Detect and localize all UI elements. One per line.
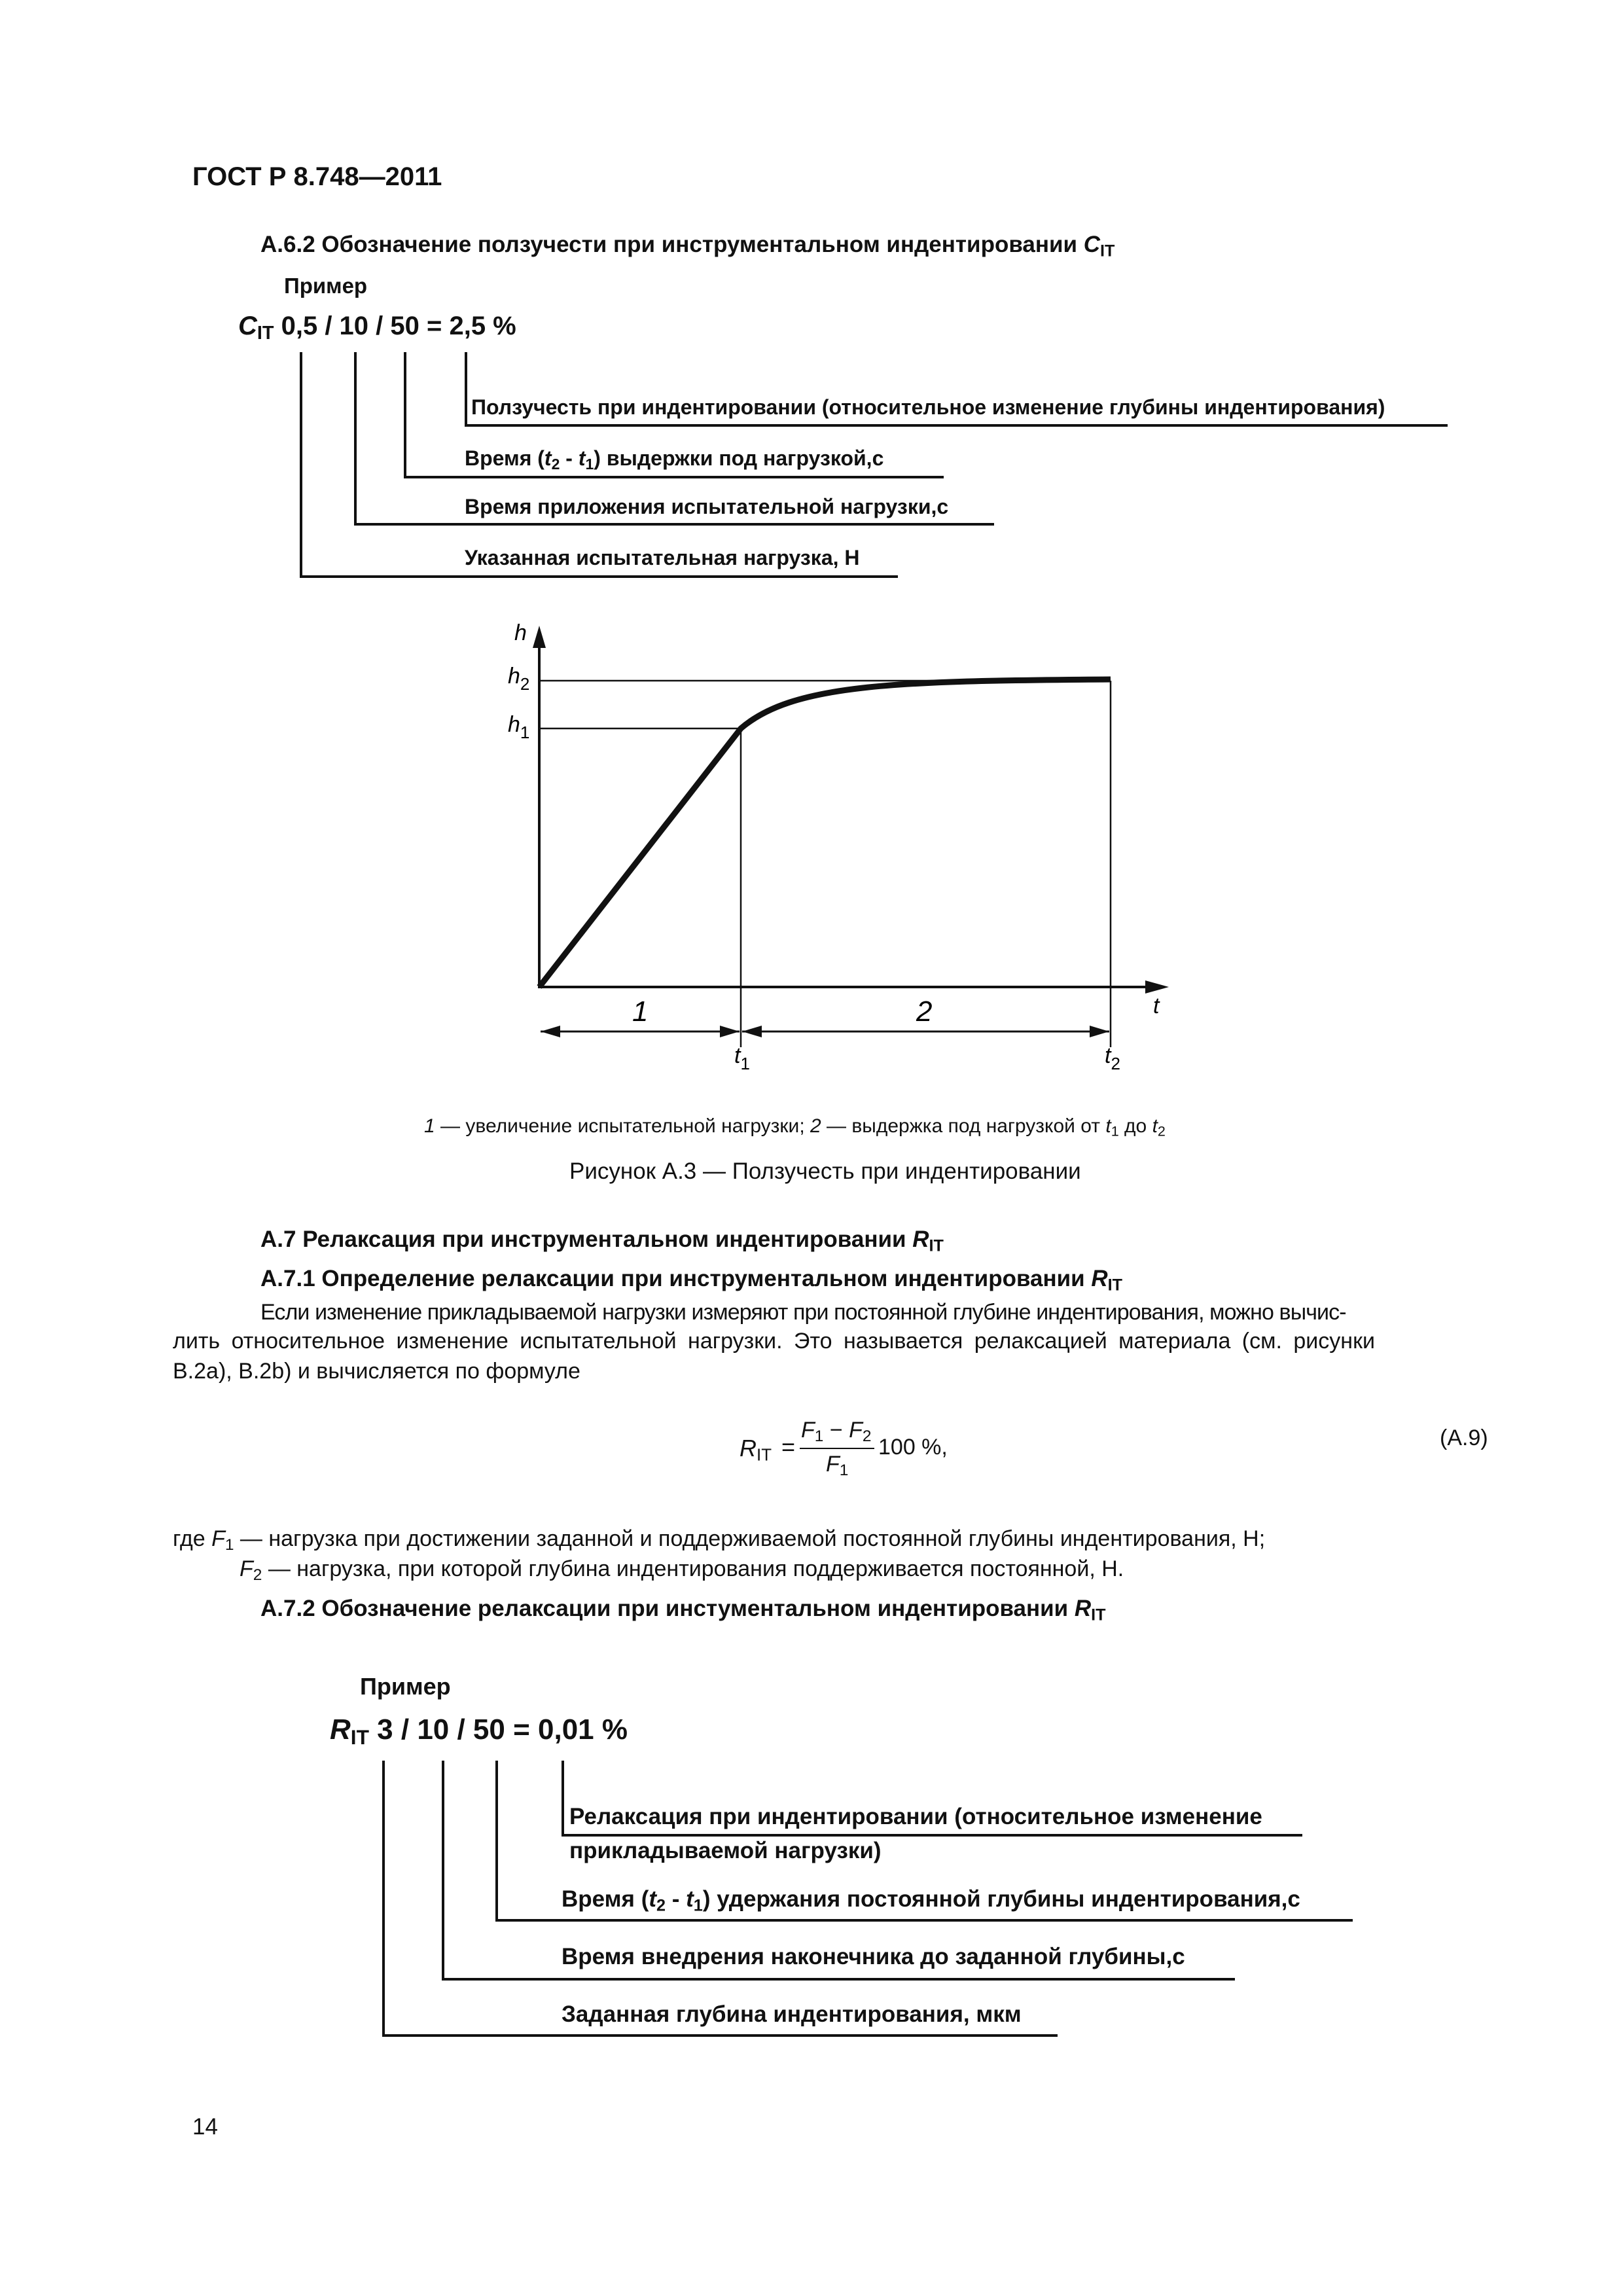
formula-factor: 100 %, [878,1435,948,1460]
where-f2-line: $F_2$ — нагрузка, при которой глубина индентирования поддерживается постоянной, Н. [240,1556,1124,1585]
formula-number: (А.9) [1440,1426,1488,1450]
legend-a72-relaxation-b: прикладываемой нагрузки) [569,1838,882,1863]
section-a72-example-formula: $R_{IT}$ 3 / 10 / 50 = 0,01 % [330,1713,628,1749]
section-a71-heading: А.7.1 Определение релаксации при инструментальном индентировании $R_{IT}$ [260,1266,1123,1295]
leader-a72-relax-vertical [562,1761,564,1837]
region2-label: 2 [916,996,933,1028]
section-a62-example-formula: $C_{IT}$ 0,5 / 10 / 50 = 2,5 % [238,312,516,344]
legend-a62-hold-time: Время $(t_2 - t_1)$ выдержки под нагрузкой,с [465,446,884,473]
section-a62-title: Обозначение ползучести при инструментальном индентировании [321,232,1078,257]
legend-a62-creep: Ползучесть при индентировании (относительное изменение глубины индентирования) [471,395,1385,419]
section-a62-number: А.6.2 [260,232,315,257]
label-h1: $h_1$ [508,712,530,742]
formula-numerator: $F_1 - F_2$ [801,1418,872,1446]
legend-a72-hold-time: Время $(t_2 - t_1)$ удержания постоянной глубины индентирования,с [562,1886,1300,1915]
page-number: 14 [192,2114,218,2140]
axis-t-label: t [1153,994,1160,1018]
label-t2: $t_2$ [1105,1043,1120,1073]
section-a71-paragraph-line2: лить относительное изменение испытательной нагрузки. Это называется релаксацией материала (см. рисунки [173,1329,1375,1354]
section-a62-symbol: $C_{IT}$ [1083,232,1115,260]
formula-lhs: $R_{IT}$ [740,1435,772,1465]
formula-equals: = [781,1433,796,1460]
section-a7-heading: А.7 Релаксация при инструментальном индентировании $R_{IT}$ [260,1227,944,1255]
section-a72-example-label: Пример [360,1673,451,1700]
leader-a72-hold-horizontal [495,1919,1353,1922]
legend-a62-apply-time: Время приложения испытательной нагрузки,с [465,495,949,518]
leader-a72-hold-vertical [495,1761,498,1922]
legend-a72-relaxation-a: Релаксация при индентировании (относительное изменение [569,1804,1262,1829]
formula-fraction-bar [800,1448,874,1449]
section-a62-example-label: Пример [284,274,368,298]
h-axis-arrow [533,626,546,648]
leader-a72-depth-vertical [382,1761,385,2037]
figure-a3-caption: Рисунок А.3 — Ползучесть при индентировании [569,1158,1081,1184]
leader-a72-insert-horizontal [442,1978,1235,1981]
label-h2: $h_2$ [508,664,530,694]
region1-label: 1 [632,996,649,1028]
where-f1-line: где $F_1$ — нагрузка при достижении заданной и поддерживаемой постоянной глубины индентирования, Н; [173,1526,1266,1554]
section-a72-heading: А.7.2 Обозначение релаксации при инстументальном индентировании $R_{IT}$ [260,1596,1106,1624]
legend-a72-depth: Заданная глубина индентирования, мкм [562,2001,1022,2027]
axis-h-label: h [514,620,527,645]
section-a71-paragraph-line3: B.2a), B.2b) и вычисляется по формуле [173,1359,580,1384]
legend-a72-insertion-time: Время внедрения наконечника до заданной глубины,с [562,1944,1185,1969]
leader-a72-depth-horizontal [382,2034,1058,2037]
figure-a3-legend: 1 — увеличение испытательной нагрузки; 2 — выдержка под нагрузкой от $t_1$ до $t_2$ [424,1115,1166,1139]
leader-a72-relax-horizontal [562,1834,1302,1837]
figure-a3-diagram [0,0,1623,1113]
creep-curve [539,679,1111,987]
legend-a62-load: Указанная испытательная нагрузка, Н [465,546,860,569]
label-t1: $t_1$ [734,1043,750,1073]
formula-denominator: $F_1$ [826,1452,849,1480]
leader-a72-insert-vertical [442,1761,444,1981]
section-a71-paragraph-line1: Если изменение прикладываемой нагрузки измеряют при постоянной глубине индентирования, можно вычис- [260,1300,1346,1325]
t-axis-arrow [1145,980,1169,994]
document-code: ГОСТ Р 8.748—2011 [192,162,442,191]
